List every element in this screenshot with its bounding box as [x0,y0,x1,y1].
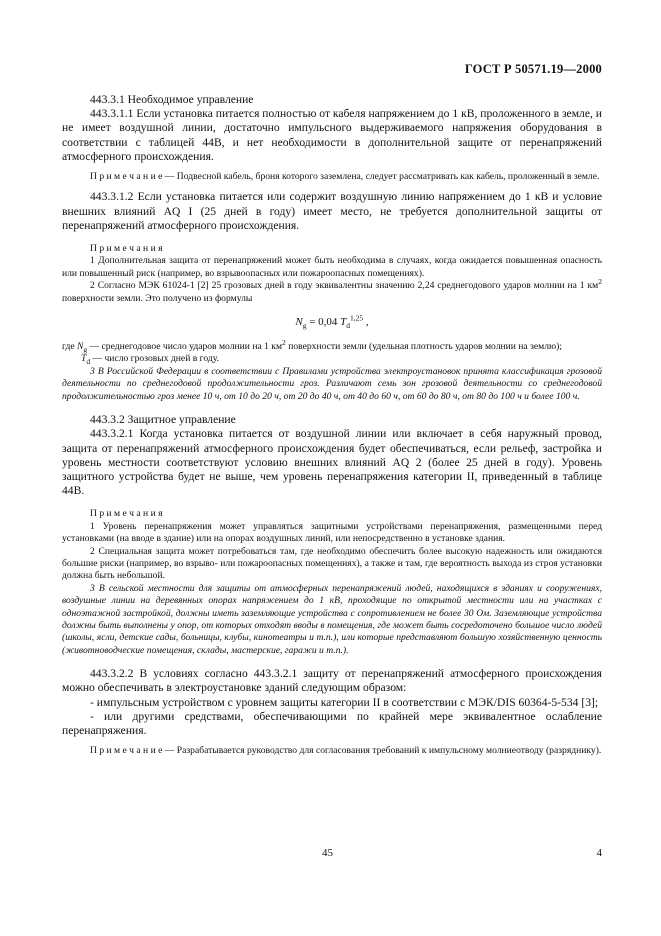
formula-lhs-sub: g [302,321,307,331]
standard-header: ГОСТ Р 50571.19—2000 [464,62,602,76]
page-number: 45 [322,847,333,859]
formula-t-sub: d [346,321,351,331]
paragraph-443-3-2-1: 443.3.2.1 Когда установка питается от воздушной линии или включает в себя наружный провод, защита от перенапряжений атмосферного происхождения будет обеспечиваться, если рельеф, застройка и уровень местности соответствуют условию внешних влияний AQ 2 (более 25 дней в году). Уровень защитного устройства будет не выше, чем уровень перенапряжения категории II, приведенный в таблице 44В. [62,427,602,498]
where-2-sym: T [81,353,87,365]
paragraph-443-3-2-2: 443.3.2.2 В условиях согласно 443.3.2.1 защиту от перенапряжений атмосферного происхождения можно обеспечивать в электроустановке зданий следующим образом: [62,667,602,695]
note-1-3: 3 В Российской Федерации в соответствии с Правилами устройства электроустановок принята классификация грозовой деятельности по среднегодовой продолжительности гроз. Различают семь зон грозовой деятельности со среднегодовой продолжительностью гроз менее 10 ч, от 10 до 20 ч, от 20 до 40 ч, от 40 до 60 ч, от 60 до 80 ч, от 80 до 100 ч и более 100 ч. [62,365,602,402]
page-content [62,93,602,758]
where-1-a: где [62,341,77,353]
section-title-443-3-1: 443.3.1 Необходимое управление [90,93,254,106]
note-text: Подвесной кабель, броня которого заземлена, следует рассматривать как кабель, проложенный в земле. [174,171,600,183]
formula-end: , [363,316,369,329]
list-item-2: - или другими средствами, обеспечивающими по крайней мере эквивалентное ослабление перенапряжения. [62,709,602,737]
formula-t-sup: 1,25 [350,313,364,323]
document-page [62,0,602,936]
note-1-2-text: 2 Согласно МЭК 61024-1 [2] 25 грозовых дней в году эквивалентны значению 2,24 среднегодового ударов молнии на 1 км [90,280,599,292]
formula-t: T [340,316,347,329]
formula-where-2 [62,353,602,365]
formula-lhs: N [295,316,303,329]
formula-ng [62,315,602,329]
note-2-3: 3 В сельской местности для защиты от атмосферных перенапряжений людей, находящихся в зданиях и сооружениях, воздушные линии на деревянных опорах напряжением до 1 кВ, проходящие по открытой местности или на участках с одноэтажной застройкой, должны иметь заземляющие устройства с сопротивлением не более 30 Ом. Заземляющие устройства должны быть выполнены у опор, от которых отходят вводы в помещения, где может быть сосредоточено большое число людей (школы, ясли, детские сады, больницы, клубы, кинотеатры и т.п.), или которые представляют большую хозяйственную ценность (животноводческие помещения, склады, мастерские, гаражи и т.п.). [62,582,602,656]
list-item-1: - импульсным устройством с уровнем защиты категории II в соответствии с МЭК/DIS 60364-5-534 [3]; [90,695,599,709]
formula-where-1 [62,337,602,354]
notes-title-2: П р и м е ч а н и я [90,508,163,520]
where-2-b: — число грозовых дней в году. [90,353,219,365]
note-cable [62,171,602,183]
note-1-2-tail: поверхности земли. Это получено из формулы [62,292,253,304]
notes-title-1: П р и м е ч а н и я [90,243,163,255]
note-1-2 [62,277,602,305]
where-1-c: поверхности земли (удельная плотность ударов молнии на землю); [285,341,563,353]
note-label: П р и м е ч а н и е — [90,171,175,183]
where-1-sym: N [77,341,84,353]
sheet-number: 4 [596,847,602,859]
paragraph-443-3-1-2: 443.3.1.2 Если установка питается или содержит воздушную линию напряжением до 1 кВ и условие внешних влияний AQ I (25 дней в году) имеет место, не требуется дополнительной защиты от перенапряжений атмосферного происхождения. [62,190,602,232]
note-1-2-sup: 2 [598,277,602,287]
note-1-1: 1 Дополнительная защита от перенапряжений может быть необходима в случаях, когда ожидается повышенная опасность или повышенный риск (например, во взрывоопасных или пожароопасных помещениях). [62,255,602,279]
note-2-2: 2 Специальная защита может потребоваться там, где необходимо обеспечить более высокую надежность или ожидаются большие риски (например, во взрыво- или пожароопасных помещениях), а также и там, где вероятность выхода из строя установки должна быть небольшой. [62,545,602,582]
section-title-443-3-2: 443.3.2 Защитное управление [90,413,236,427]
paragraph-443-3-1-1: 443.3.1.1 Если установка питается полностью от кабеля напряжением до 1 кВ, проложенного в земле, и не имеет воздушной линии, достаточно импульсного выдерживаемого напряжения оборудования в соответствии с таблицей 44В, и нет необходимости в дополнительной защите от перенапряжений атмосферного происхождения. [62,107,602,163]
note-text-2: Разрабатывается руководство для согласования требований к импульсному молниеотводу (разряднику). [174,745,602,757]
where-1-b: — среднегодовое число ударов молнии на 1 км [87,341,283,353]
where-1-sup: 2 [282,337,286,347]
note-label-2: П р и м е ч а н и е — [90,745,175,757]
where-1-sub: g [83,344,88,354]
where-2-sub: d [86,357,91,367]
note-2-1: 1 Уровень перенапряжения может управляться защитными устройствами перенапряжения, размещенными перед установками (на вводе в здание) или на опорах воздушных линий, или непосредственно в установке здания. [62,520,602,545]
note-surge-arrester [62,745,602,757]
formula-mid: = 0,04 [306,316,341,329]
